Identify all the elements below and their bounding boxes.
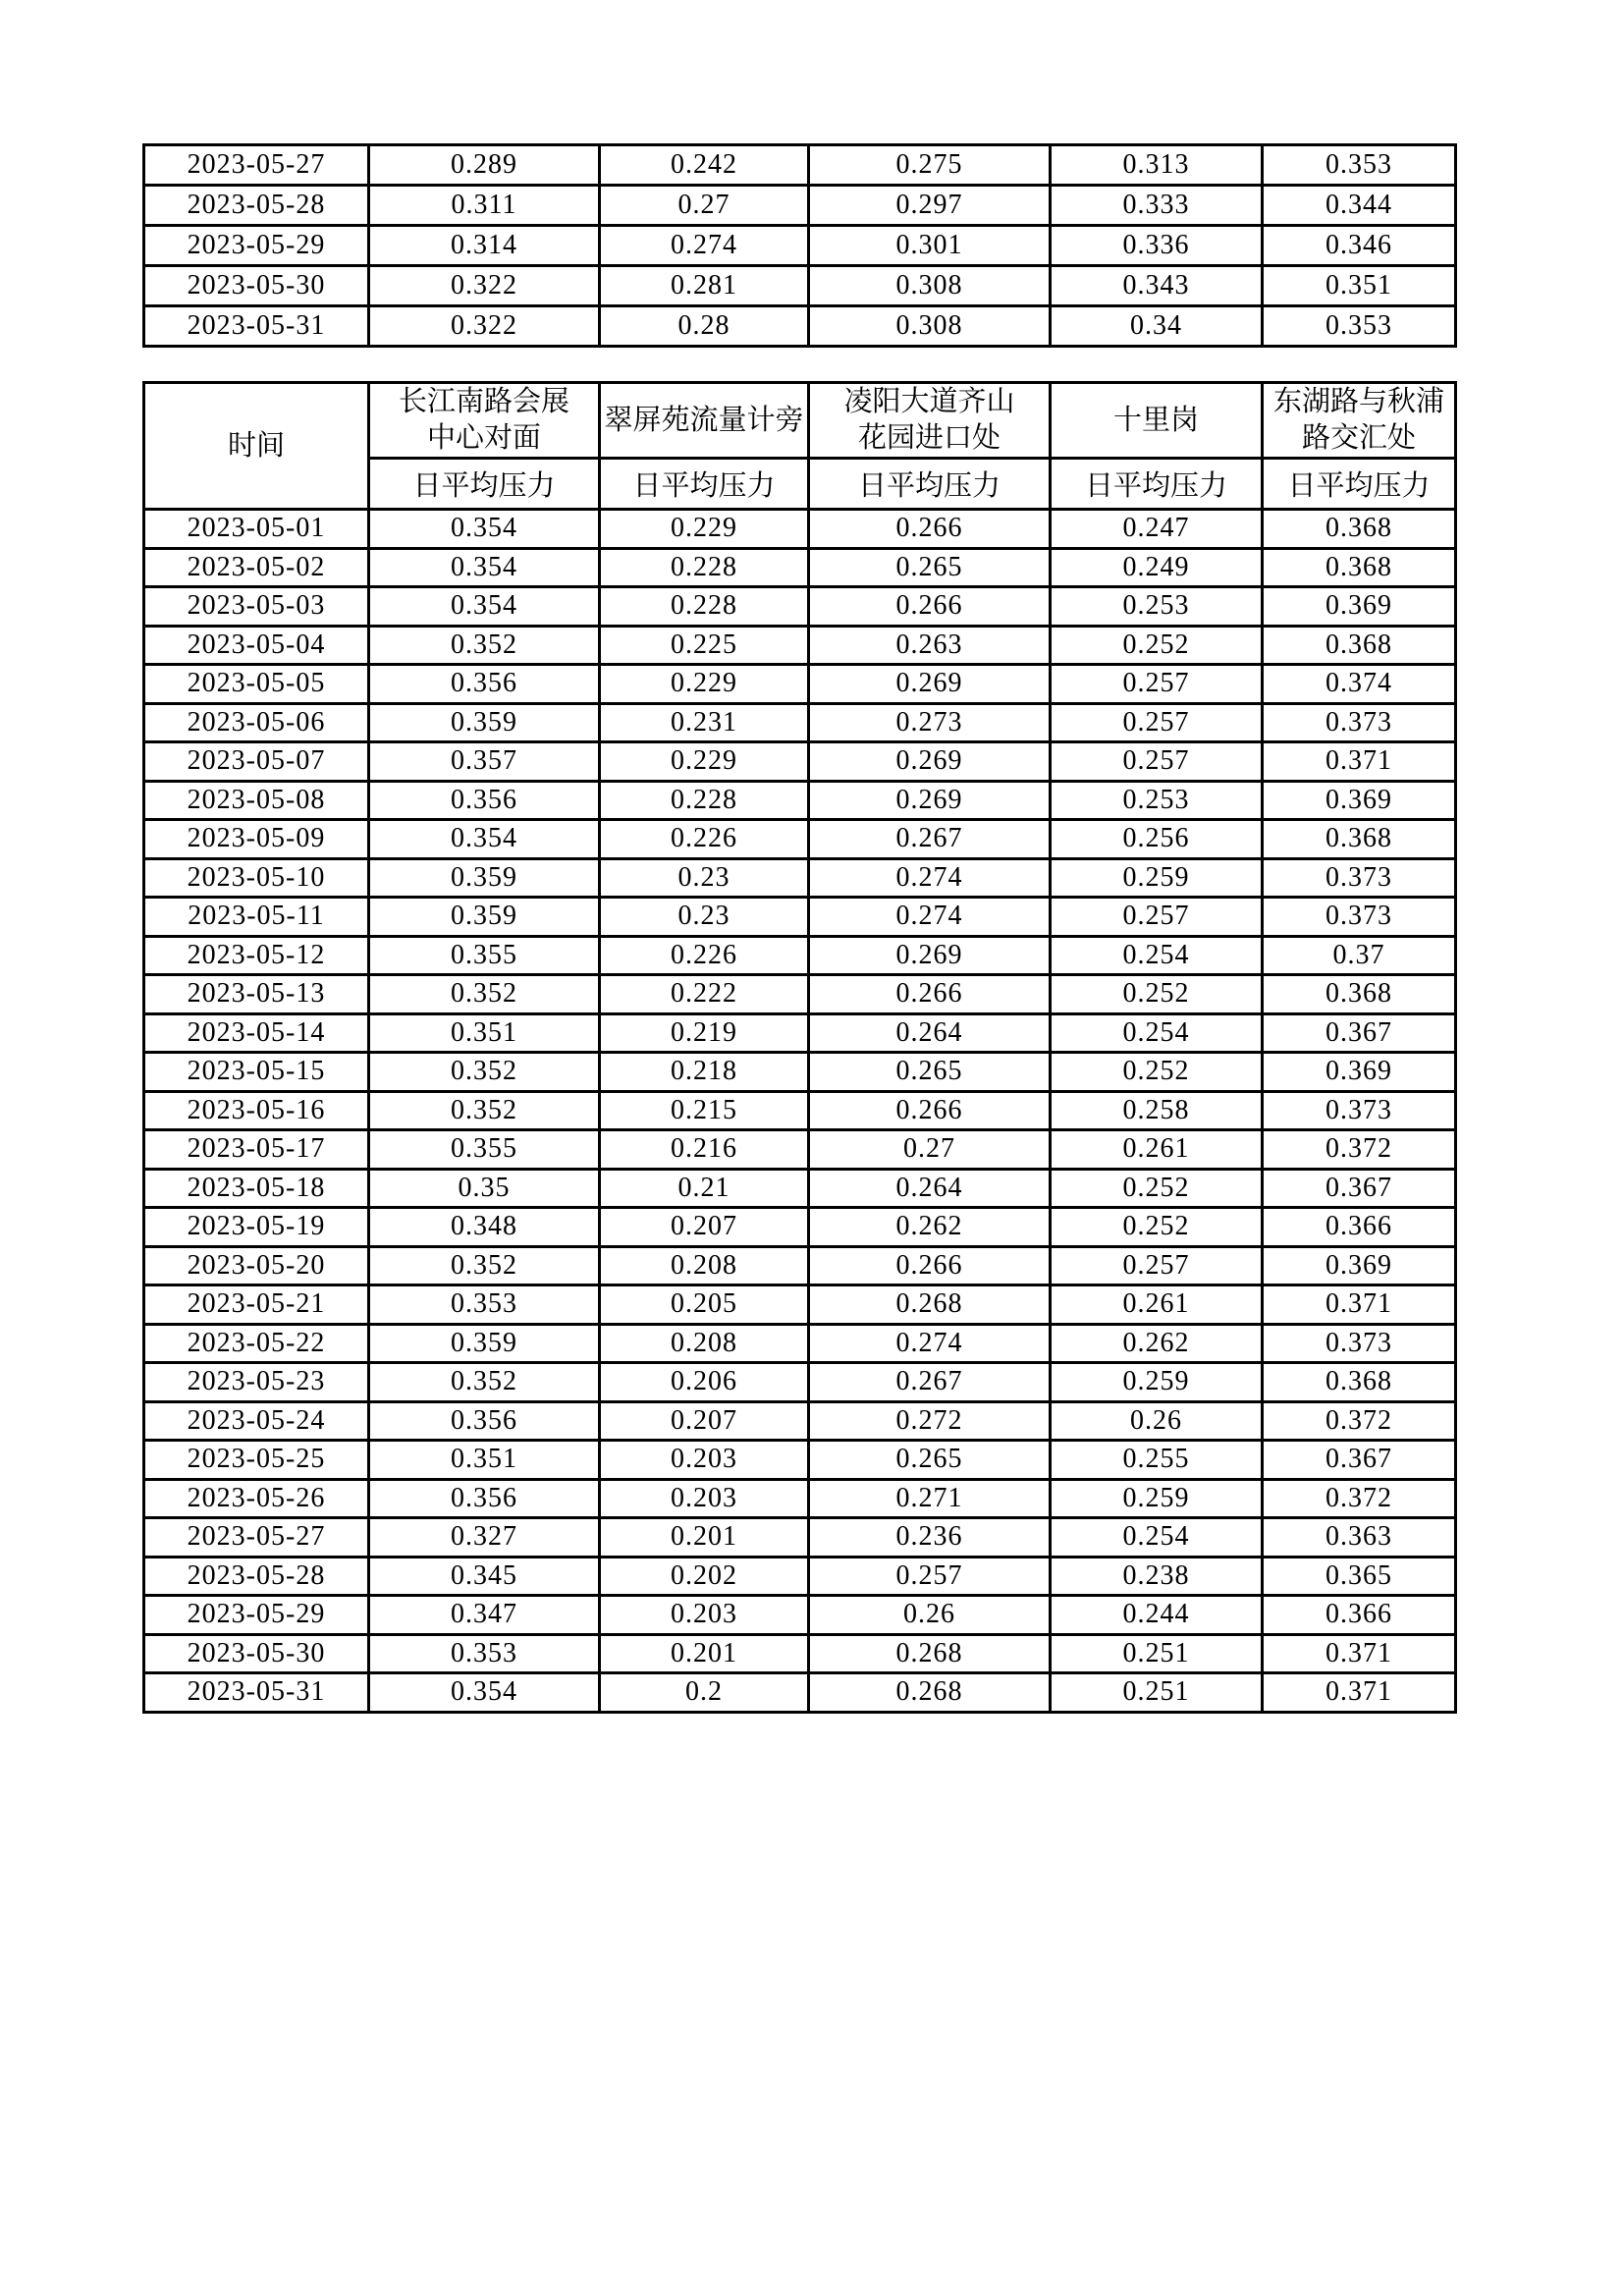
pressure-value-cell: 0.336: [1051, 226, 1263, 266]
pressure-table-header: [144, 383, 1456, 510]
pressure-value-cell: 0.367: [1263, 1441, 1456, 1480]
pressure-value-cell: 0.23: [600, 858, 809, 898]
pressure-value-cell: 0.356: [369, 1479, 600, 1518]
pressure-value-cell: 0.257: [1051, 703, 1263, 742]
pressure-value-cell: 0.231: [600, 703, 809, 742]
date-cell: 2023-05-03: [144, 587, 369, 627]
date-cell: 2023-05-08: [144, 781, 369, 820]
pressure-table-continued: [142, 143, 1457, 348]
pressure-value-cell: 0.344: [1263, 186, 1456, 226]
table-row: [144, 1401, 1456, 1441]
date-cell: 2023-05-27: [144, 1518, 369, 1558]
pressure-value-cell: 0.226: [600, 820, 809, 859]
pressure-value-cell: 0.2: [600, 1673, 809, 1713]
pressure-value-cell: 0.274: [809, 898, 1051, 937]
table-row: [144, 626, 1456, 665]
pressure-value-cell: 0.268: [809, 1673, 1051, 1713]
pressure-value-cell: 0.369: [1263, 781, 1456, 820]
pressure-value-cell: 0.244: [1051, 1596, 1263, 1635]
pressure-value-cell: 0.373: [1263, 858, 1456, 898]
table-row: [144, 1130, 1456, 1170]
station-name-line: 翠屏苑流量计旁: [604, 404, 804, 436]
pressure-value-cell: 0.371: [1263, 742, 1456, 782]
table-row: [144, 1673, 1456, 1713]
pressure-value-cell: 0.259: [1051, 1363, 1263, 1402]
pressure-value-cell: 0.373: [1263, 898, 1456, 937]
table-row: [144, 226, 1456, 266]
date-cell: 2023-05-20: [144, 1246, 369, 1285]
pressure-value-cell: 0.37: [1263, 936, 1456, 975]
table-row: [144, 1596, 1456, 1635]
pressure-value-cell: 0.353: [369, 1285, 600, 1325]
table-row: [144, 1013, 1456, 1053]
station-header-3: [809, 383, 1051, 459]
pressure-value-cell: 0.313: [1051, 145, 1263, 186]
pressure-value-cell: 0.35: [369, 1169, 600, 1208]
pressure-value-cell: 0.371: [1263, 1285, 1456, 1325]
pressure-value-cell: 0.301: [809, 226, 1051, 266]
date-cell: 2023-05-24: [144, 1401, 369, 1441]
pressure-value-cell: 0.357: [369, 742, 600, 782]
pressure-value-cell: 0.353: [369, 1634, 600, 1673]
pressure-value-cell: 0.265: [809, 1053, 1051, 1092]
table-row: [144, 1634, 1456, 1673]
pressure-table-may-body: [144, 510, 1456, 1713]
pressure-value-cell: 0.269: [809, 665, 1051, 704]
pressure-value-cell: 0.368: [1263, 548, 1456, 587]
table-row: [144, 1246, 1456, 1285]
pressure-value-cell: 0.365: [1263, 1557, 1456, 1596]
pressure-value-cell: 0.254: [1051, 1013, 1263, 1053]
pressure-value-cell: 0.366: [1263, 1596, 1456, 1635]
pressure-value-cell: 0.354: [369, 587, 600, 627]
pressure-value-cell: 0.238: [1051, 1557, 1263, 1596]
date-cell: 2023-05-10: [144, 858, 369, 898]
pressure-value-cell: 0.252: [1051, 1208, 1263, 1247]
table-row: [144, 898, 1456, 937]
table-row: [144, 703, 1456, 742]
pressure-value-cell: 0.254: [1051, 936, 1263, 975]
station-name-line: 十里岗: [1112, 404, 1199, 436]
pressure-value-cell: 0.297: [809, 186, 1051, 226]
pressure-value-cell: 0.34: [1051, 306, 1263, 347]
table-row: [144, 975, 1456, 1014]
station-header-4: [1051, 383, 1263, 459]
pressure-value-cell: 0.229: [600, 665, 809, 704]
pressure-value-cell: 0.257: [1051, 1246, 1263, 1285]
pressure-value-cell: 0.251: [1051, 1634, 1263, 1673]
pressure-value-cell: 0.354: [369, 510, 600, 549]
date-cell: 2023-05-12: [144, 936, 369, 975]
pressure-value-cell: 0.374: [1263, 665, 1456, 704]
pressure-value-cell: 0.266: [809, 1091, 1051, 1130]
date-cell: 2023-05-07: [144, 742, 369, 782]
date-cell: 2023-05-18: [144, 1169, 369, 1208]
table-row: [144, 742, 1456, 782]
table-row: [144, 1518, 1456, 1558]
pressure-value-cell: 0.27: [600, 186, 809, 226]
pressure-value-cell: 0.353: [1263, 306, 1456, 347]
pressure-value-cell: 0.266: [809, 1246, 1051, 1285]
pressure-value-cell: 0.208: [600, 1324, 809, 1363]
pressure-value-cell: 0.367: [1263, 1013, 1456, 1053]
date-cell: 2023-05-25: [144, 1441, 369, 1480]
pressure-value-cell: 0.372: [1263, 1479, 1456, 1518]
pressure-value-cell: 0.359: [369, 858, 600, 898]
pressure-value-cell: 0.359: [369, 898, 600, 937]
pressure-value-cell: 0.207: [600, 1208, 809, 1247]
pressure-value-cell: 0.218: [600, 1053, 809, 1092]
pressure-value-cell: 0.257: [1051, 898, 1263, 937]
table-row: [144, 781, 1456, 820]
station-header-5: [1263, 383, 1456, 459]
pressure-value-cell: 0.203: [600, 1441, 809, 1480]
pressure-value-cell: 0.311: [369, 186, 600, 226]
pressure-value-cell: 0.354: [369, 548, 600, 587]
pressure-value-cell: 0.225: [600, 626, 809, 665]
pressure-value-cell: 0.259: [1051, 1479, 1263, 1518]
metric-header-1: 日平均压力: [369, 459, 600, 510]
pressure-value-cell: 0.352: [369, 1246, 600, 1285]
table-row: [144, 548, 1456, 587]
station-name-line: 花园进口处: [857, 422, 1001, 454]
date-cell: 2023-05-21: [144, 1285, 369, 1325]
station-name-line: 东湖路与秋浦: [1272, 386, 1444, 417]
date-cell: 2023-05-13: [144, 975, 369, 1014]
date-cell: 2023-05-29: [144, 226, 369, 266]
date-cell: 2023-05-02: [144, 548, 369, 587]
table-row: [144, 1208, 1456, 1247]
pressure-value-cell: 0.275: [809, 145, 1051, 186]
date-cell: 2023-05-15: [144, 1053, 369, 1092]
time-column-header: 时间: [144, 383, 369, 510]
pressure-value-cell: 0.208: [600, 1246, 809, 1285]
pressure-value-cell: 0.257: [809, 1557, 1051, 1596]
pressure-value-cell: 0.359: [369, 703, 600, 742]
pressure-value-cell: 0.256: [1051, 820, 1263, 859]
pressure-value-cell: 0.368: [1263, 626, 1456, 665]
pressure-value-cell: 0.236: [809, 1518, 1051, 1558]
pressure-value-cell: 0.333: [1051, 186, 1263, 226]
pressure-value-cell: 0.261: [1051, 1285, 1263, 1325]
date-cell: 2023-05-28: [144, 1557, 369, 1596]
pressure-value-cell: 0.355: [369, 936, 600, 975]
pressure-value-cell: 0.268: [809, 1634, 1051, 1673]
date-cell: 2023-05-30: [144, 1634, 369, 1673]
pressure-value-cell: 0.259: [1051, 858, 1263, 898]
pressure-value-cell: 0.373: [1263, 1091, 1456, 1130]
pressure-value-cell: 0.262: [1051, 1324, 1263, 1363]
table-row: [144, 1557, 1456, 1596]
table-row: [144, 1324, 1456, 1363]
pressure-value-cell: 0.252: [1051, 1169, 1263, 1208]
pressure-value-cell: 0.269: [809, 742, 1051, 782]
pressure-value-cell: 0.363: [1263, 1518, 1456, 1558]
pressure-value-cell: 0.247: [1051, 510, 1263, 549]
pressure-value-cell: 0.216: [600, 1130, 809, 1170]
table-row: [144, 820, 1456, 859]
pressure-value-cell: 0.269: [809, 781, 1051, 820]
pressure-value-cell: 0.289: [369, 145, 600, 186]
metric-header-2: 日平均压力: [600, 459, 809, 510]
pressure-value-cell: 0.371: [1263, 1634, 1456, 1673]
pressure-value-cell: 0.346: [1263, 226, 1456, 266]
date-cell: 2023-05-19: [144, 1208, 369, 1247]
pressure-value-cell: 0.249: [1051, 548, 1263, 587]
station-name-line: 长江南路会展: [398, 386, 569, 417]
pressure-value-cell: 0.355: [369, 1130, 600, 1170]
station-name-line: 路交汇处: [1301, 422, 1416, 454]
pressure-value-cell: 0.263: [809, 626, 1051, 665]
station-header-2: [600, 383, 809, 459]
date-cell: 2023-05-31: [144, 1673, 369, 1713]
metric-header-5: 日平均压力: [1263, 459, 1456, 510]
pressure-value-cell: 0.228: [600, 781, 809, 820]
pressure-value-cell: 0.207: [600, 1401, 809, 1441]
table-row: [144, 858, 1456, 898]
pressure-value-cell: 0.274: [600, 226, 809, 266]
pressure-value-cell: 0.373: [1263, 703, 1456, 742]
pressure-value-cell: 0.229: [600, 742, 809, 782]
date-cell: 2023-05-14: [144, 1013, 369, 1053]
pressure-value-cell: 0.255: [1051, 1441, 1263, 1480]
pressure-value-cell: 0.242: [600, 145, 809, 186]
pressure-value-cell: 0.228: [600, 548, 809, 587]
pressure-value-cell: 0.274: [809, 858, 1051, 898]
pressure-value-cell: 0.372: [1263, 1130, 1456, 1170]
pressure-value-cell: 0.264: [809, 1169, 1051, 1208]
pressure-value-cell: 0.26: [809, 1596, 1051, 1635]
pressure-value-cell: 0.351: [369, 1013, 600, 1053]
pressure-value-cell: 0.265: [809, 548, 1051, 587]
pressure-value-cell: 0.354: [369, 820, 600, 859]
pressure-value-cell: 0.201: [600, 1634, 809, 1673]
date-cell: 2023-05-06: [144, 703, 369, 742]
table-row: [144, 1169, 1456, 1208]
pressure-value-cell: 0.368: [1263, 820, 1456, 859]
pressure-value-cell: 0.356: [369, 1401, 600, 1441]
pressure-value-cell: 0.271: [809, 1479, 1051, 1518]
pressure-value-cell: 0.266: [809, 975, 1051, 1014]
pressure-value-cell: 0.21: [600, 1169, 809, 1208]
pressure-value-cell: 0.373: [1263, 1324, 1456, 1363]
table-row: [144, 587, 1456, 627]
pressure-value-cell: 0.261: [1051, 1130, 1263, 1170]
pressure-value-cell: 0.202: [600, 1557, 809, 1596]
table-row: [144, 1053, 1456, 1092]
pressure-value-cell: 0.322: [369, 306, 600, 347]
pressure-value-cell: 0.369: [1263, 587, 1456, 627]
station-name-line: 凌阳大道齐山: [843, 386, 1015, 417]
date-cell: 2023-05-27: [144, 145, 369, 186]
pressure-value-cell: 0.351: [1263, 266, 1456, 306]
pressure-value-cell: 0.267: [809, 1363, 1051, 1402]
pressure-value-cell: 0.23: [600, 898, 809, 937]
pressure-value-cell: 0.253: [1051, 587, 1263, 627]
pressure-value-cell: 0.257: [1051, 742, 1263, 782]
pressure-value-cell: 0.268: [809, 1285, 1051, 1325]
table-row: [144, 1479, 1456, 1518]
pressure-value-cell: 0.371: [1263, 1673, 1456, 1713]
pressure-value-cell: 0.28: [600, 306, 809, 347]
pressure-value-cell: 0.368: [1263, 975, 1456, 1014]
pressure-value-cell: 0.257: [1051, 665, 1263, 704]
pressure-value-cell: 0.203: [600, 1479, 809, 1518]
pressure-value-cell: 0.359: [369, 1324, 600, 1363]
pressure-value-cell: 0.347: [369, 1596, 600, 1635]
table-row: [144, 510, 1456, 549]
pressure-value-cell: 0.352: [369, 626, 600, 665]
date-cell: 2023-05-09: [144, 820, 369, 859]
table-row: [144, 186, 1456, 226]
date-cell: 2023-05-31: [144, 306, 369, 347]
pressure-value-cell: 0.267: [809, 820, 1051, 859]
pressure-value-cell: 0.26: [1051, 1401, 1263, 1441]
pressure-value-cell: 0.372: [1263, 1401, 1456, 1441]
date-cell: 2023-05-29: [144, 1596, 369, 1635]
pressure-value-cell: 0.252: [1051, 1053, 1263, 1092]
pressure-value-cell: 0.273: [809, 703, 1051, 742]
date-cell: 2023-05-23: [144, 1363, 369, 1402]
pressure-value-cell: 0.314: [369, 226, 600, 266]
pressure-value-cell: 0.368: [1263, 1363, 1456, 1402]
pressure-table-continued-body: [144, 145, 1456, 347]
date-cell: 2023-05-30: [144, 266, 369, 306]
table-row: [144, 145, 1456, 186]
table-row: [144, 665, 1456, 704]
date-cell: 2023-05-22: [144, 1324, 369, 1363]
table-row: [144, 936, 1456, 975]
table-row: [144, 306, 1456, 347]
pressure-value-cell: 0.352: [369, 1091, 600, 1130]
date-cell: 2023-05-11: [144, 898, 369, 937]
date-cell: 2023-05-28: [144, 186, 369, 226]
pressure-value-cell: 0.228: [600, 587, 809, 627]
pressure-value-cell: 0.369: [1263, 1246, 1456, 1285]
pressure-value-cell: 0.265: [809, 1441, 1051, 1480]
table-row: [144, 1091, 1456, 1130]
pressure-value-cell: 0.354: [369, 1673, 600, 1713]
pressure-table-may: [142, 381, 1457, 1714]
pressure-value-cell: 0.351: [369, 1441, 600, 1480]
pressure-value-cell: 0.266: [809, 510, 1051, 549]
pressure-value-cell: 0.253: [1051, 781, 1263, 820]
date-cell: 2023-05-05: [144, 665, 369, 704]
pressure-value-cell: 0.308: [809, 266, 1051, 306]
pressure-value-cell: 0.345: [369, 1557, 600, 1596]
station-name-line: 中心对面: [426, 422, 541, 454]
pressure-value-cell: 0.366: [1263, 1208, 1456, 1247]
pressure-value-cell: 0.262: [809, 1208, 1051, 1247]
table-row: [144, 1441, 1456, 1480]
pressure-value-cell: 0.352: [369, 1363, 600, 1402]
date-cell: 2023-05-04: [144, 626, 369, 665]
metric-header-4: 日平均压力: [1051, 459, 1263, 510]
pressure-value-cell: 0.369: [1263, 1053, 1456, 1092]
pressure-value-cell: 0.264: [809, 1013, 1051, 1053]
pressure-value-cell: 0.27: [809, 1130, 1051, 1170]
pressure-value-cell: 0.352: [369, 1053, 600, 1092]
pressure-value-cell: 0.353: [1263, 145, 1456, 186]
pressure-value-cell: 0.206: [600, 1363, 809, 1402]
pressure-value-cell: 0.266: [809, 587, 1051, 627]
pressure-value-cell: 0.251: [1051, 1673, 1263, 1713]
pressure-value-cell: 0.229: [600, 510, 809, 549]
metric-header-3: 日平均压力: [809, 459, 1051, 510]
pressure-value-cell: 0.269: [809, 936, 1051, 975]
pressure-value-cell: 0.356: [369, 665, 600, 704]
pressure-value-cell: 0.343: [1051, 266, 1263, 306]
pressure-value-cell: 0.201: [600, 1518, 809, 1558]
pressure-value-cell: 0.352: [369, 975, 600, 1014]
pressure-value-cell: 0.254: [1051, 1518, 1263, 1558]
pressure-value-cell: 0.226: [600, 936, 809, 975]
pressure-value-cell: 0.274: [809, 1324, 1051, 1363]
table-row: [144, 266, 1456, 306]
pressure-value-cell: 0.322: [369, 266, 600, 306]
pressure-value-cell: 0.348: [369, 1208, 600, 1247]
pressure-value-cell: 0.215: [600, 1091, 809, 1130]
date-cell: 2023-05-01: [144, 510, 369, 549]
date-cell: 2023-05-16: [144, 1091, 369, 1130]
date-cell: 2023-05-17: [144, 1130, 369, 1170]
pressure-value-cell: 0.205: [600, 1285, 809, 1325]
station-header-1: [369, 383, 600, 459]
pressure-value-cell: 0.252: [1051, 975, 1263, 1014]
pressure-value-cell: 0.272: [809, 1401, 1051, 1441]
pressure-value-cell: 0.356: [369, 781, 600, 820]
station-header-row: [144, 383, 1456, 459]
pressure-value-cell: 0.258: [1051, 1091, 1263, 1130]
pressure-value-cell: 0.252: [1051, 626, 1263, 665]
pressure-value-cell: 0.308: [809, 306, 1051, 347]
pressure-value-cell: 0.203: [600, 1596, 809, 1635]
date-cell: 2023-05-26: [144, 1479, 369, 1518]
table-row: [144, 1363, 1456, 1402]
pressure-value-cell: 0.327: [369, 1518, 600, 1558]
pressure-value-cell: 0.222: [600, 975, 809, 1014]
pressure-value-cell: 0.219: [600, 1013, 809, 1053]
table-row: [144, 1285, 1456, 1325]
pressure-value-cell: 0.368: [1263, 510, 1456, 549]
pressure-value-cell: 0.367: [1263, 1169, 1456, 1208]
pressure-value-cell: 0.281: [600, 266, 809, 306]
